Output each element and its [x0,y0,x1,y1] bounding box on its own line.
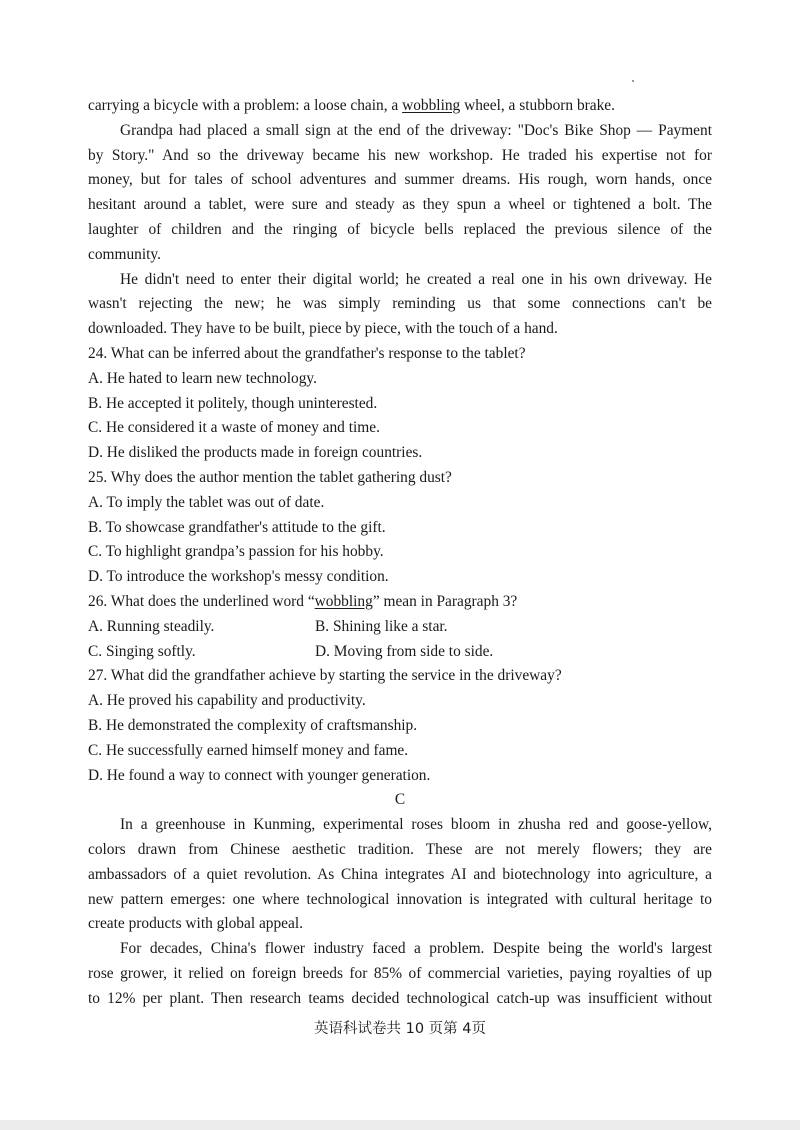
question-27 [88,664,712,788]
intro-text-pre: carrying a bicycle with a problem: a loose chain, a [88,97,403,114]
option-c: C. He considered it a waste of money and time. [88,419,380,437]
stem-text-pre: 26. What does the underlined word “ [88,592,315,610]
paragraph-line: new pattern emerges: one where technological innovation is integrated with cultural heritage to [88,890,712,908]
option-a: A. He hated to learn new technology. [88,369,317,387]
question-stem: 27. What did the grandfather achieve by starting the service in the driveway? [88,667,562,685]
paragraph-line: downloaded. They have to be built, piece by piece, with the touch of a hand. [88,320,558,338]
option-c: C. Singing softly. [88,642,196,660]
page-footer: 英语科试卷共 10 页第 4页 [313,1021,486,1037]
paragraph-line: to 12% per plant. Then research teams decided technological catch-up was insufficient without [88,989,712,1007]
option-b: B. To showcase grandfather's attitude to the gift. [88,518,386,536]
paragraph-driveway [88,268,712,342]
option-b: B. He demonstrated the complexity of craftsmanship. [88,716,418,734]
paragraph-line: community. [88,245,161,263]
option-d: D. Moving from side to side. [315,642,494,660]
paragraph-line: money, but for tales of school adventures and summer dreams. His rough, worn hands, once [88,171,712,189]
options-row-ab [88,615,712,640]
option-a: A. To imply the tablet was out of date. [88,493,325,511]
stem-text-post: ” mean in Paragraph 3? [372,592,518,610]
paragraph-doc-bike-shop [88,119,712,268]
option-d: D. To introduce the workshop's messy condition. [88,568,389,586]
intro-line [88,94,712,119]
paragraph-line: He didn't need to enter their digital world; he created a real one in his own driveway. He [120,270,712,288]
question-stem: 24. What can be inferred about the grandfather's response to the tablet? [88,344,526,362]
question-stem: 25. Why does the author mention the tablet gathering dust? [88,468,452,486]
paragraph-line: colors drawn from Chinese aesthetic tradition. These are not merely flowers; they are [88,840,712,858]
option-d: D. He disliked the products made in foreign countries. [88,444,423,462]
page-content [88,94,712,1011]
underlined-word: wobbling [402,97,461,114]
option-c: C. To highlight grandpa’s passion for his hobby. [88,543,384,561]
question-24 [88,342,712,466]
option-b: B. Shining like a star. [315,617,448,635]
option-b: B. He accepted it politely, though uninterested. [88,394,378,412]
option-a: A. He proved his capability and productivity. [88,692,366,710]
question-25 [88,466,712,590]
passage-c-paragraph-1 [88,813,712,937]
paragraph-line: ambassadors of a quiet revolution. As China integrates AI and biotechnology into agriculture, a [88,865,712,883]
question-stem [88,590,712,615]
intro-text-post: wheel, a stubborn brake. [460,97,615,114]
underlined-word: wobbling [314,592,373,610]
passage-c-paragraph-2 [88,937,712,1011]
option-a: A. Running steadily. [88,617,215,635]
options-row-cd [88,640,712,665]
scan-speck [632,80,634,82]
paragraph-line: hesitant around a tablet, were sure and steady as they spun a wheel or tightened a bolt. The [88,196,712,214]
paragraph-line: laughter of children and the ringing of bicycle bells replaced the previous silence of the [88,220,712,238]
paragraph-line: For decades, China's flower industry faced a problem. Despite being the world's largest [120,940,712,958]
option-d: D. He found a way to connect with younger generation. [88,766,431,784]
scan-edge [0,1120,800,1130]
question-26 [88,590,712,664]
paragraph-line: wasn't rejecting the new; he was simply reminding us that some connections can't be [88,295,712,313]
paragraph-line: In a greenhouse in Kunming, experimental roses bloom in zhusha red and goose-yellow, [120,816,712,834]
section-heading: C [394,791,406,809]
paragraph-line: by Story." And so the driveway became his new workshop. He traded his expertise not for [88,146,712,164]
option-c: C. He successfully earned himself money and fame. [88,741,409,759]
paragraph-line: Grandpa had placed a small sign at the end of the driveway: "Doc's Bike Shop — Payment [120,121,712,139]
paragraph-line: create products with global appeal. [88,915,303,933]
paragraph-line: rose grower, it relied on foreign breeds for 85% of commercial varieties, paying royalties of up [88,964,712,982]
